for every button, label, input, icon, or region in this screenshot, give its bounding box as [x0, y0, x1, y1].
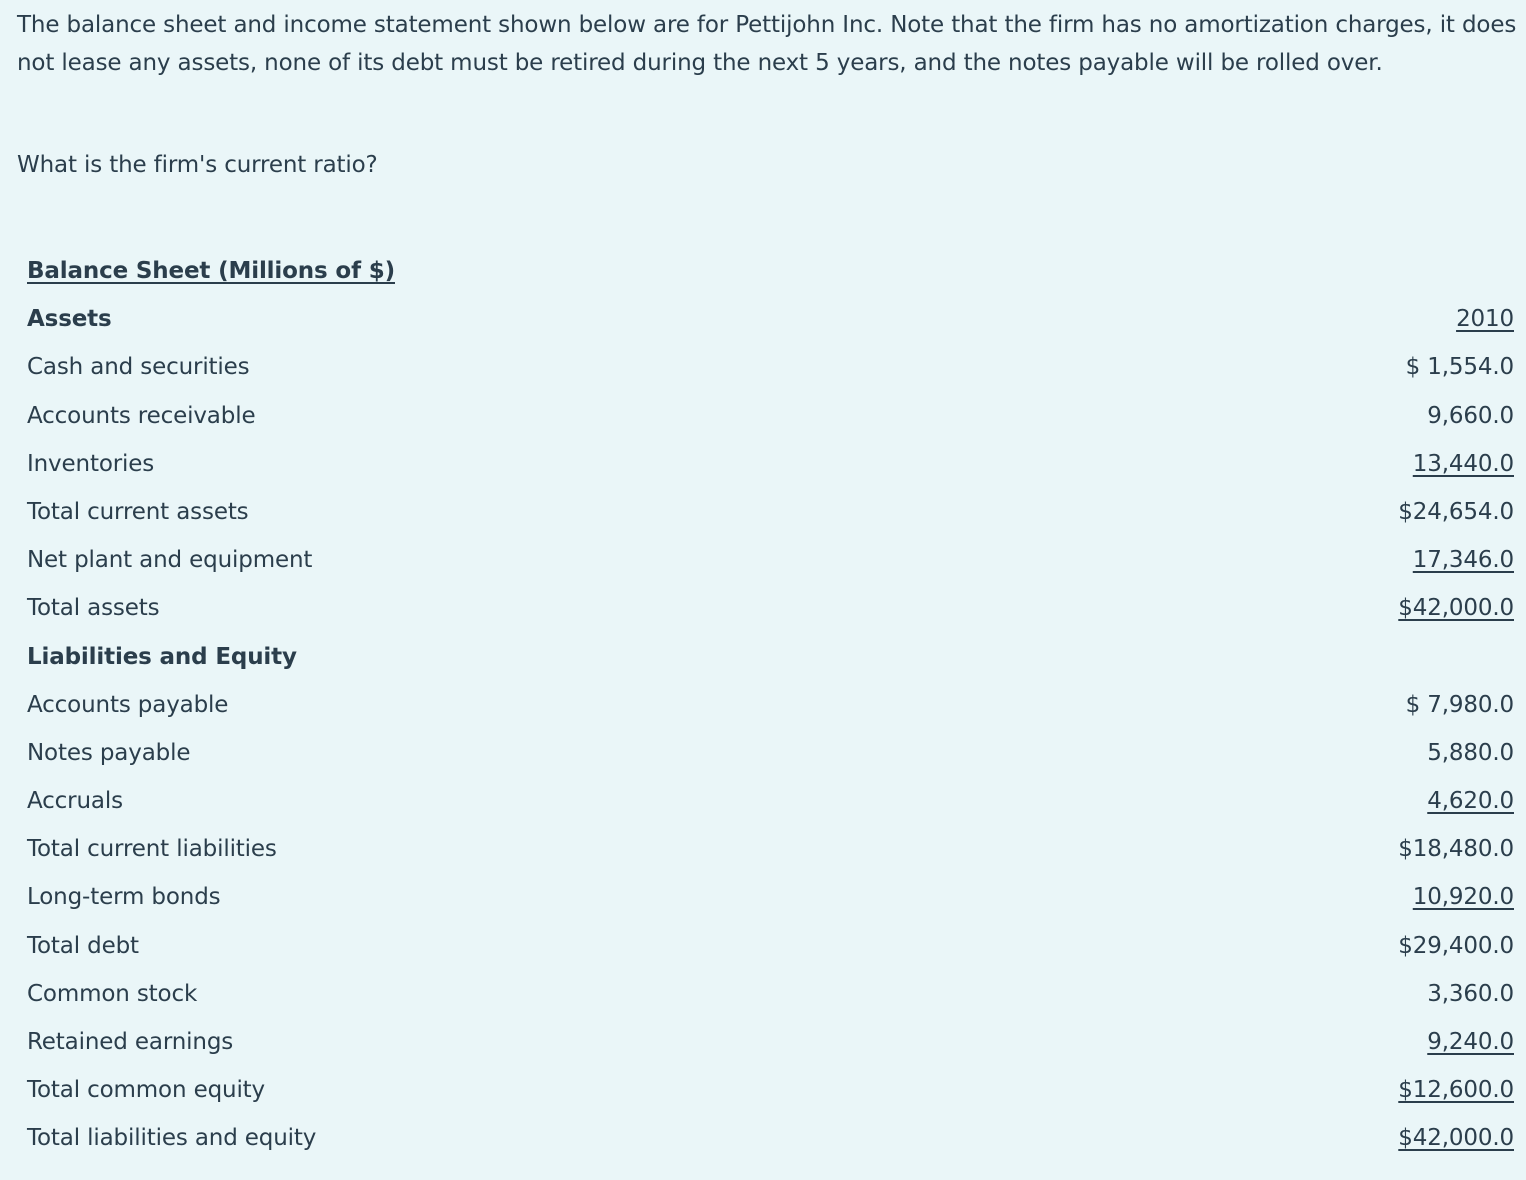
table-row-liabilities-header: [27, 638, 1514, 686]
year-column-header: 2010: [1456, 306, 1514, 333]
table-row-assets-header: [27, 300, 1514, 348]
row-label: Notes payable: [27, 739, 191, 766]
row-value: $ 7,980.0: [1405, 691, 1514, 718]
row-label: Retained earnings: [27, 1029, 234, 1055]
row-value: 10,920.0: [1412, 884, 1514, 911]
table-row: [27, 589, 1514, 637]
table-row: [27, 493, 1514, 541]
table-row: [27, 686, 1514, 734]
table-row: [27, 734, 1514, 782]
table-row: [27, 782, 1514, 830]
row-value: 9,660.0: [1427, 402, 1514, 429]
row-label: Accounts payable: [27, 691, 229, 718]
table-row: [27, 541, 1514, 589]
row-label: Total current assets: [27, 498, 249, 525]
row-value: 13,440.0: [1412, 450, 1514, 477]
table-row: [27, 348, 1514, 396]
balance-sheet: [27, 252, 1514, 1168]
row-label: Total current liabilities: [27, 836, 277, 863]
row-value: $42,000.0: [1398, 595, 1514, 622]
table-row: [27, 445, 1514, 493]
row-label: Total common equity: [27, 1077, 266, 1104]
row-label: Total debt: [27, 932, 139, 959]
row-label: Inventories: [27, 450, 155, 477]
balance-sheet-title-row: [27, 252, 1514, 300]
row-value: $42,000.0: [1398, 1125, 1514, 1152]
table-row: [27, 975, 1514, 1023]
row-label: Long-term bonds: [27, 884, 221, 911]
row-value: 17,346.0: [1412, 547, 1514, 574]
table-row: [27, 830, 1514, 878]
row-value: 5,880.0: [1427, 739, 1514, 766]
row-label: Total liabilities and equity: [27, 1125, 317, 1152]
row-label: Total assets: [27, 595, 160, 622]
table-row: [27, 1119, 1514, 1167]
row-value: $24,654.0: [1398, 498, 1514, 525]
row-value: 3,360.0: [1427, 980, 1514, 1007]
table-row: [27, 878, 1514, 926]
table-row: [27, 397, 1514, 445]
row-label: Accruals: [27, 788, 123, 815]
question-text: What is the firm's current ratio?: [17, 152, 378, 178]
section-heading-assets: Assets: [27, 306, 112, 333]
row-value: 4,620.0: [1427, 788, 1514, 815]
row-value: $18,480.0: [1398, 836, 1514, 863]
row-value: 9,240.0: [1427, 1029, 1514, 1055]
table-row: [27, 927, 1514, 975]
table-row: [27, 1071, 1514, 1119]
row-label: Cash and securities: [27, 354, 250, 381]
row-label: Net plant and equipment: [27, 547, 313, 574]
row-label: Common stock: [27, 980, 198, 1007]
row-label: Accounts receivable: [27, 402, 256, 429]
row-value: $29,400.0: [1398, 932, 1514, 959]
table-row: [27, 1023, 1514, 1071]
row-value: $12,600.0: [1398, 1077, 1514, 1104]
balance-sheet-title: Balance Sheet (Millions of $): [27, 258, 395, 284]
row-value: $ 1,554.0: [1405, 354, 1514, 381]
section-heading-liabilities-equity: Liabilities and Equity: [27, 643, 297, 670]
problem-intro: The balance sheet and income statement shown below are for Pettijohn Inc. Note that the firm has no amortization charges, it does not lease any assets, none of its debt must be retired during the next 5 years, and the notes payable will be rolled over.: [17, 12, 1517, 76]
